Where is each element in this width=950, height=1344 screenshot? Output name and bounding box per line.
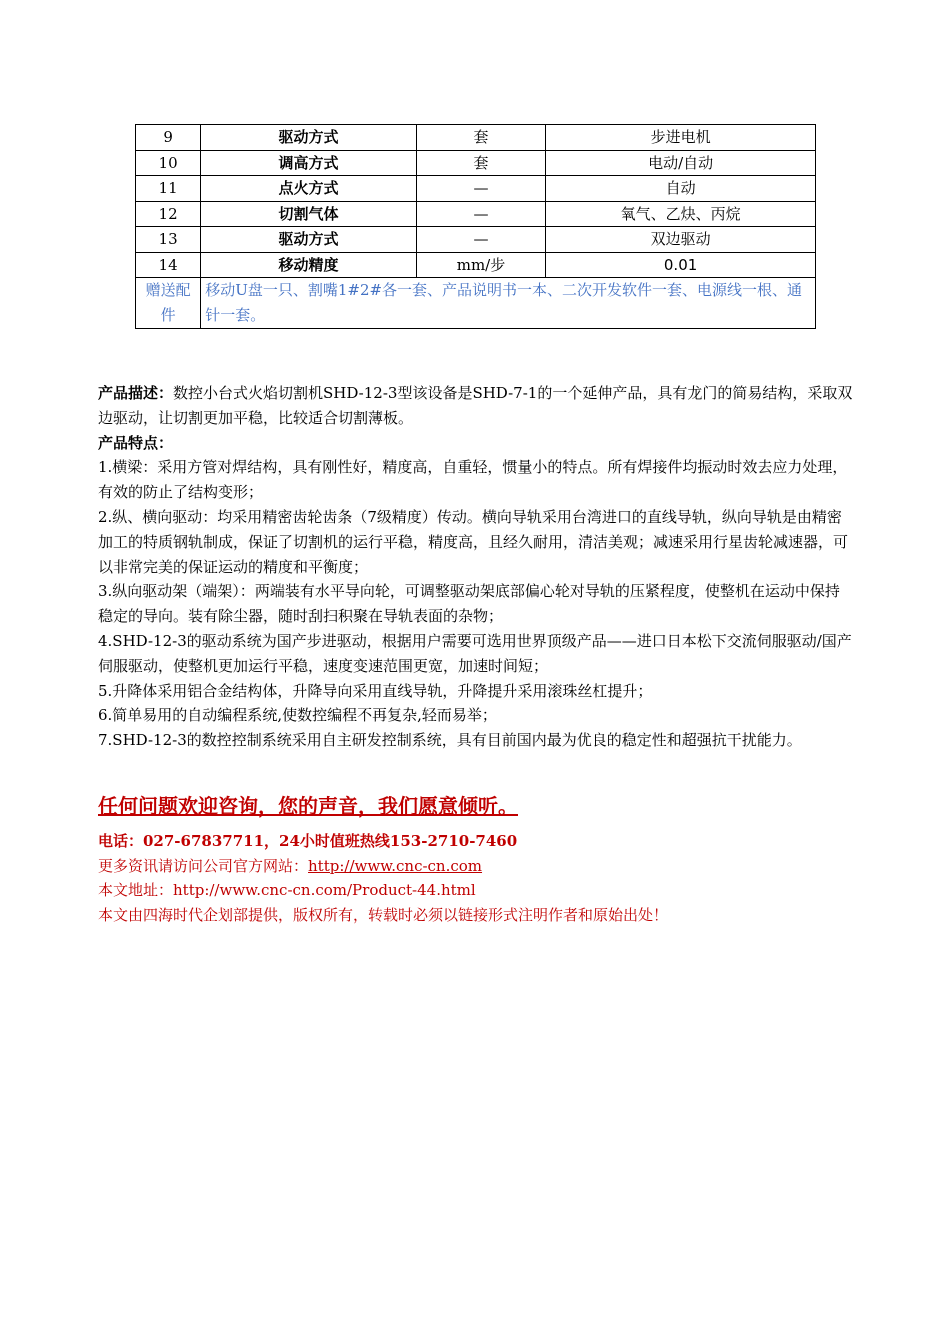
website-link[interactable]: http://www.cnc-cn.com xyxy=(308,856,483,875)
feature-item: 3.纵向驱动架（端架）：两端装有水平导向轮，可调整驱动架底部偏心轮对导轨的压紧程度，使整机在运动中保持稳定的导向。装有除尘器，随时刮扫积聚在导轨表面的杂物； xyxy=(98,582,840,626)
row-unit: 套 xyxy=(416,125,545,151)
website-prefix: 更多资讯请访问公司官方网站： xyxy=(98,856,309,875)
features-label: 产品特点： xyxy=(98,433,174,452)
feature-item: 1.横梁：采用方管对焊结构，具有刚性好，精度高，自重轻，惯量小的特点。所有焊接件均振动时效去应力处理，有效的防止了结构变形； xyxy=(98,458,848,502)
description-paragraph xyxy=(98,381,853,431)
table-row xyxy=(136,227,816,253)
feature-item: 6.简单易用的自动编程系统,使数控编程不再复杂,轻而易举； xyxy=(98,706,497,725)
row-value: 电动/自动 xyxy=(546,150,816,176)
spec-table xyxy=(135,124,816,329)
row-item: 移动精度 xyxy=(201,252,417,278)
row-number: 10 xyxy=(136,150,201,176)
row-value: 步进电机 xyxy=(546,125,816,151)
row-number: 11 xyxy=(136,176,201,202)
row-value: 自动 xyxy=(546,176,816,202)
row-value: 0.01 xyxy=(546,252,816,278)
row-value: 氧气、乙炔、丙烷 xyxy=(546,201,816,227)
table-row xyxy=(136,252,816,278)
row-item: 切割气体 xyxy=(201,201,417,227)
row-unit: 套 xyxy=(416,150,545,176)
row-item: 驱动方式 xyxy=(201,227,417,253)
row-unit: — xyxy=(416,227,545,253)
slogan-heading: 任何问题欢迎咨询，您的声音，我们愿意倾听。 xyxy=(98,794,518,818)
row-number: 13 xyxy=(136,227,201,253)
accessories-row xyxy=(136,278,816,329)
row-number: 9 xyxy=(136,125,201,151)
row-unit: mm/步 xyxy=(416,252,545,278)
row-value: 双边驱动 xyxy=(546,227,816,253)
website-line xyxy=(98,854,668,879)
accessories-text: 移动U盘一只、割嘴1#2#各一套、产品说明书一本、二次开发软件一套、电源线一根、通针一套。 xyxy=(201,278,816,329)
row-item: 点火方式 xyxy=(201,176,417,202)
row-number: 12 xyxy=(136,201,201,227)
table-row xyxy=(136,125,816,151)
article-address: 本文地址：http://www.cnc-cn.com/Product-44.html xyxy=(98,881,476,899)
table-row xyxy=(136,201,816,227)
row-item: 调高方式 xyxy=(201,150,417,176)
accessories-label: 赠送配件 xyxy=(136,278,201,329)
phone-line: 电话：027-67837711，24小时值班热线153-2710-7460 xyxy=(98,832,518,850)
row-unit: — xyxy=(416,201,545,227)
row-item: 驱动方式 xyxy=(201,125,417,151)
product-section xyxy=(98,381,853,753)
description-label: 产品描述： xyxy=(98,384,174,402)
feature-item: 2.纵、横向驱动：均采用精密齿轮齿条（7级精度）传动。横向导轨采用台湾进口的直线导轨，纵向导轨是由精密加工的特质钢轨制成，保证了切割机的运行平稳，精度高，且经久耐用，清洁美观；减速采用行星齿轮减速器，可以非常完美的保证运动的精度和平衡度； xyxy=(98,507,849,576)
row-unit: — xyxy=(416,176,545,202)
feature-item: 4.SHD-12-3的驱动系统为国产步进驱动，根据用户需要可选用世界顶级产品——进口日本松下交流伺服驱动/国产伺服驱动，使整机更加运行平稳，速度变速范围更宽，加速时间短； xyxy=(98,631,852,675)
copyright-notice: 本文由四海时代企划部提供，版权所有，转载时必须以链接形式注明作者和原始出处！ xyxy=(98,905,669,924)
description-text: 数控小台式火焰切割机SHD-12-3型该设备是SHD-7-1的一个延伸产品，具有龙门的简易结构，采取双边驱动，让切割更加平稳，比较适合切割薄板。 xyxy=(98,384,853,427)
table-row xyxy=(136,176,816,202)
table-row xyxy=(136,150,816,176)
row-number: 14 xyxy=(136,252,201,278)
feature-item: 5.升降体采用铝合金结构体，升降导向采用直线导轨，升降提升采用滚珠丝杠提升； xyxy=(98,681,653,700)
contact-block xyxy=(98,829,668,927)
feature-item: 7.SHD-12-3的数控控制系统采用自主研发控制系统，具有目前国内最为优良的稳定性和超强抗干扰能力。 xyxy=(98,731,802,750)
